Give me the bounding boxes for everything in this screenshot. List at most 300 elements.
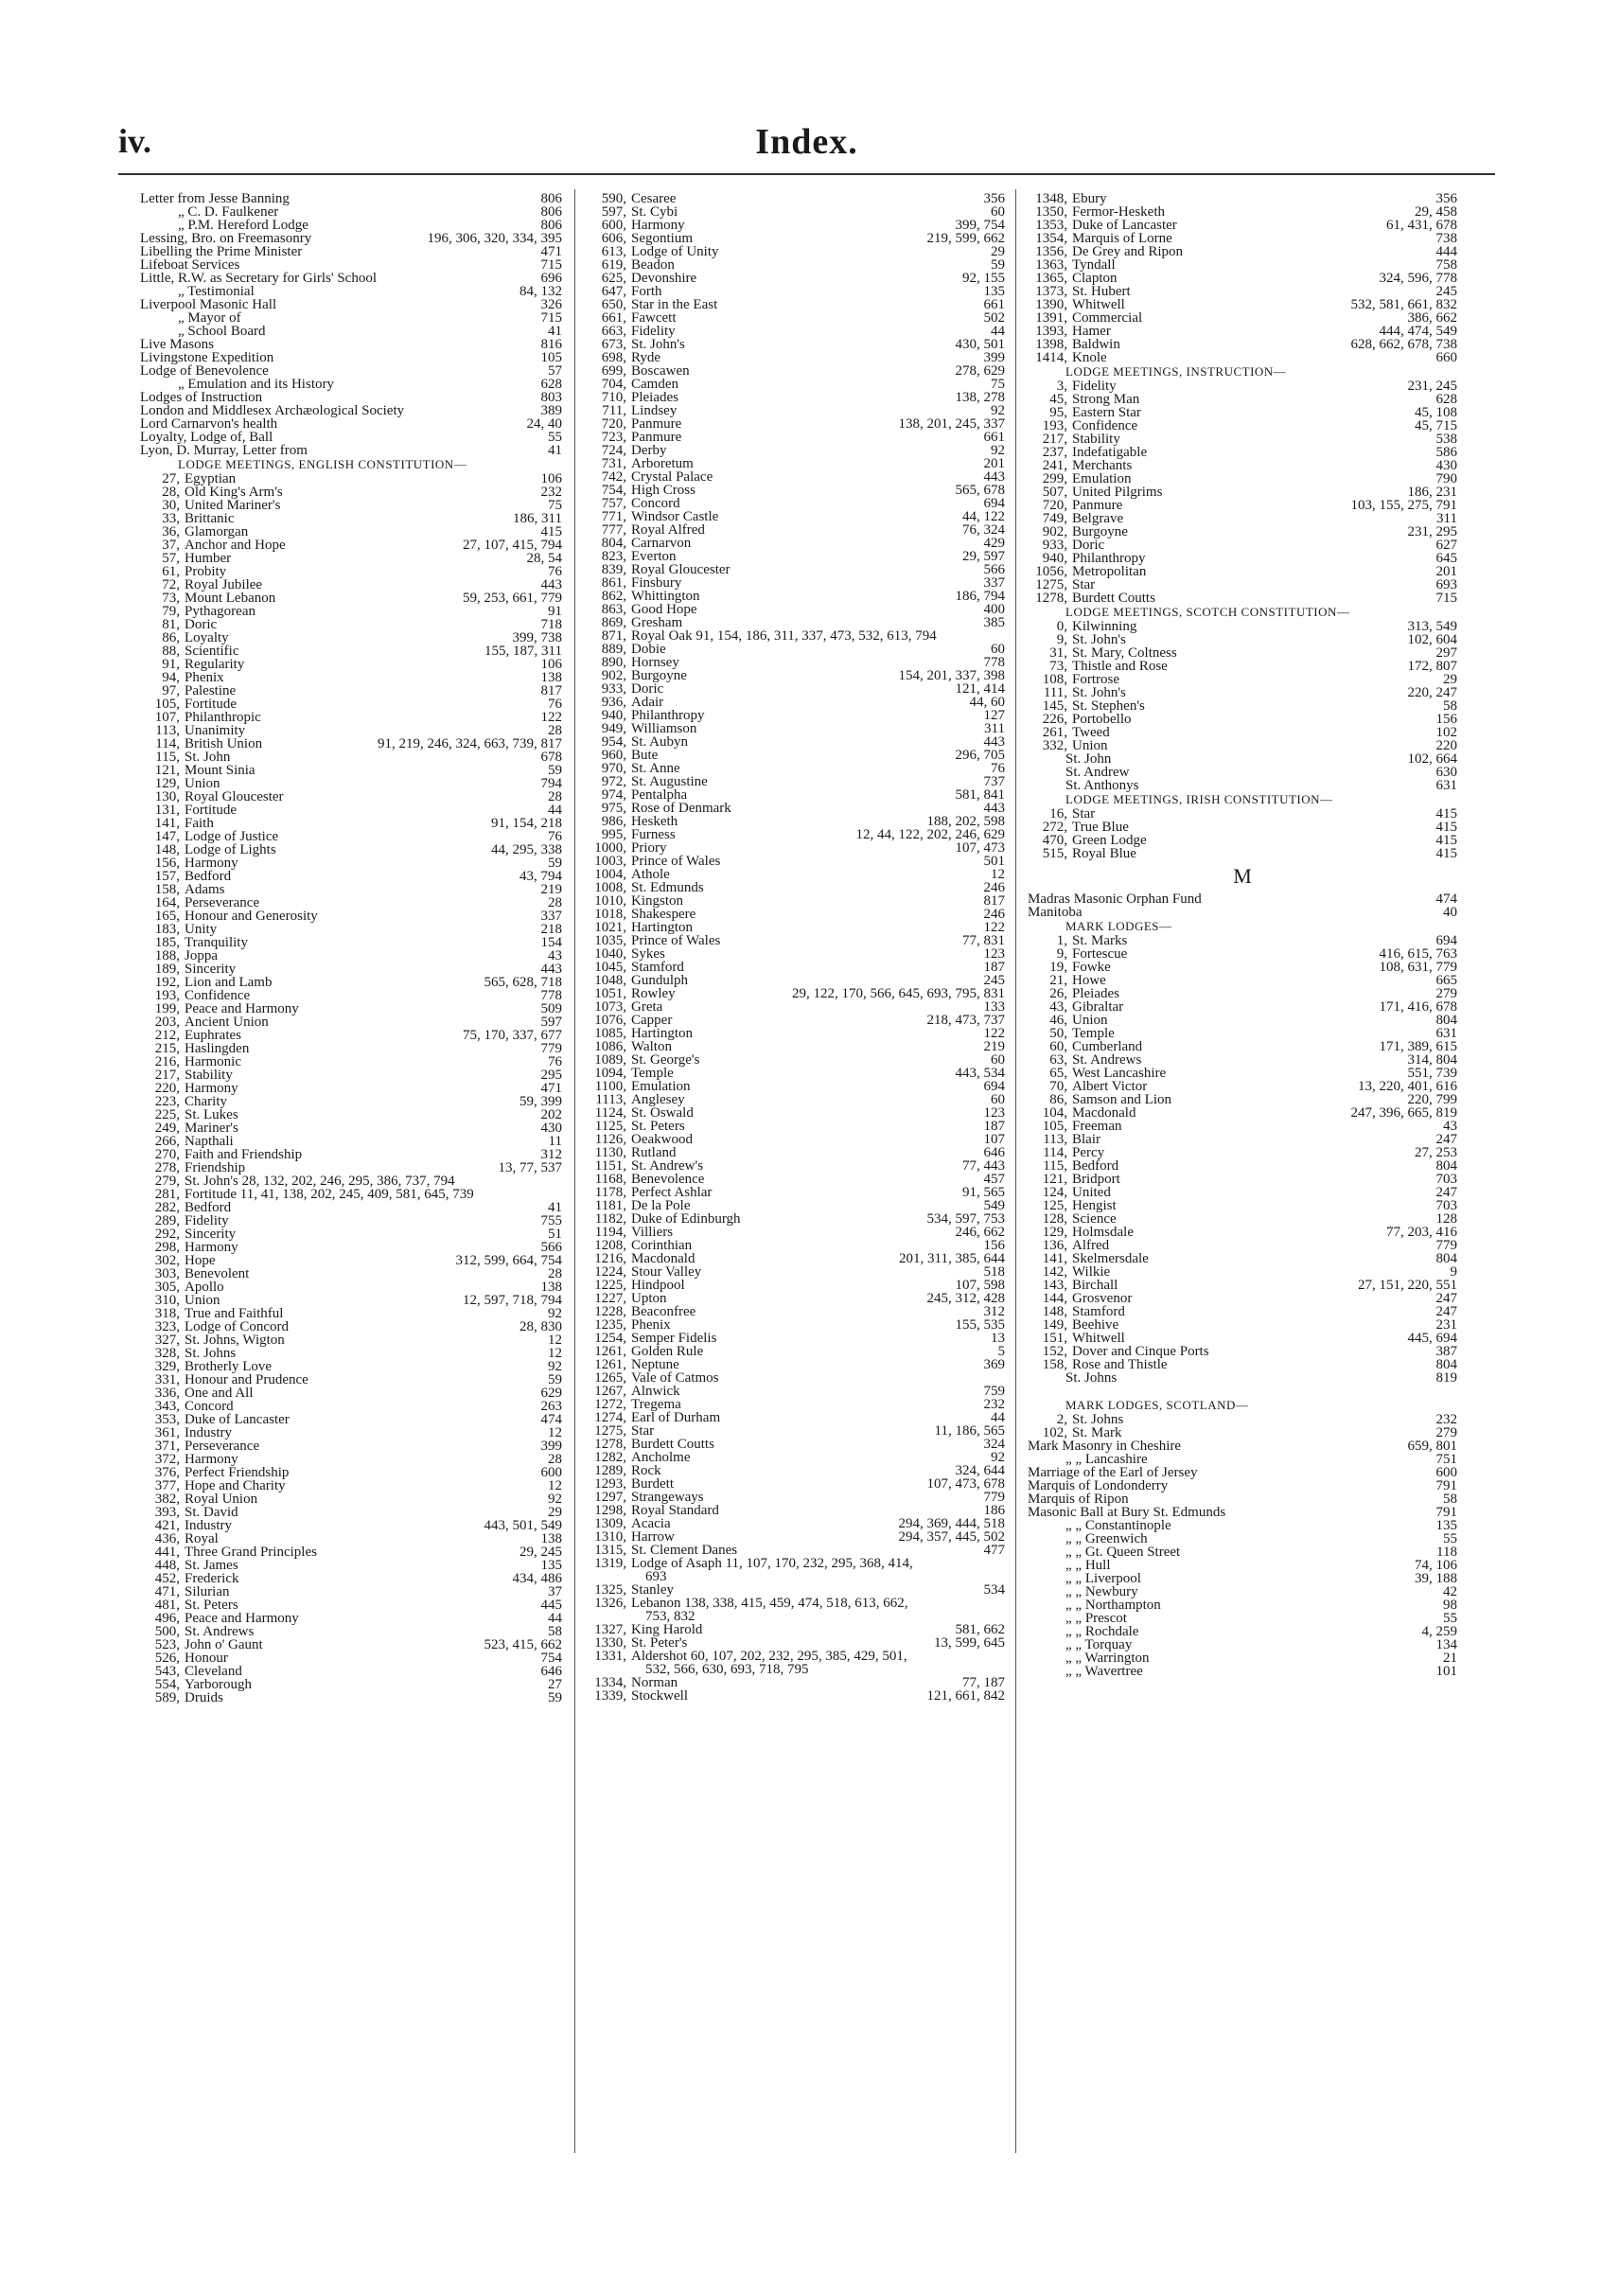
index-entry — [140, 923, 562, 936]
entry-pages: 645 — [1435, 551, 1457, 566]
entry-label: Rose of Denmark — [631, 801, 731, 816]
entry-pages: 12 — [548, 1346, 562, 1361]
entry-label: Adair — [631, 695, 664, 710]
entry-number: 526, — [154, 1651, 180, 1666]
entry-label: Loyalty, Lodge of, Ball — [140, 430, 273, 445]
index-entry — [587, 1689, 1005, 1703]
entry-pages: 57 — [548, 363, 562, 379]
index-entry — [140, 1386, 562, 1400]
index-entry — [1028, 1598, 1457, 1612]
entry-label: Burdett Coutts — [1072, 591, 1155, 606]
entry-number: 371, — [154, 1439, 180, 1454]
entry-label: Pythagorean — [185, 604, 255, 619]
entry-label: Eastern Star — [1072, 405, 1141, 420]
entry-number: 949, — [601, 721, 626, 736]
entry-number: 212, — [154, 1028, 180, 1043]
entry-pages: 794 — [540, 776, 562, 791]
entry-label: Hartington — [631, 1026, 693, 1041]
index-entry — [587, 484, 1005, 497]
entry-number: 1228, — [594, 1304, 626, 1319]
entry-label: Pentalpha — [631, 787, 688, 803]
entry-label: Peace and Harmony — [185, 1611, 299, 1626]
index-entry — [140, 486, 562, 499]
entry-pages: 245, 312, 428 — [926, 1291, 1005, 1306]
entry-label: Samson and Lion — [1072, 1092, 1171, 1107]
entry-number: 723, — [601, 430, 626, 445]
index-entry — [140, 764, 562, 777]
entry-label: „ Testimonial — [178, 284, 255, 299]
entry-label: Silurian — [185, 1584, 230, 1599]
index-entry — [140, 1254, 562, 1267]
entry-pages: 76 — [548, 1054, 562, 1069]
entry-label: Napthali — [185, 1134, 234, 1149]
entry-number: 113, — [155, 723, 180, 738]
entry-pages: 790 — [1435, 471, 1457, 486]
entry-label: St. Aubyn — [631, 734, 689, 750]
entry-label: Whitwell — [1072, 1331, 1125, 1346]
entry-number: 1265, — [594, 1370, 626, 1386]
index-entry — [587, 1650, 1005, 1663]
index-entry — [140, 1651, 562, 1665]
entry-pages: 60 — [991, 642, 1005, 657]
entry-pages: 44, 60 — [969, 695, 1005, 710]
entry-label: Lodge of Benevolence — [140, 363, 269, 379]
entry-pages: 77, 187 — [962, 1675, 1005, 1690]
index-entry — [1028, 1265, 1457, 1279]
entry-label: Pleiades — [1072, 986, 1119, 1001]
entry-pages: 518 — [983, 1264, 1005, 1280]
index-entry — [140, 949, 562, 963]
entry-pages: 37 — [548, 1584, 562, 1599]
entry-label: Walton — [631, 1039, 672, 1054]
index-entry — [587, 868, 1005, 881]
index-entry — [587, 1398, 1005, 1411]
entry-label: Marriage of the Earl of Jersey — [1028, 1465, 1198, 1480]
entry-pages: 385 — [983, 615, 1005, 630]
index-entry — [1028, 1559, 1457, 1572]
entry-pages: 76 — [548, 564, 562, 579]
entry-pages: 694 — [1435, 933, 1457, 948]
entry-pages: 74, 106 — [1415, 1558, 1457, 1573]
entry-number: 281, — [154, 1187, 180, 1202]
entry-number: 515, — [1042, 846, 1067, 861]
entry-label: Greta — [631, 999, 663, 1015]
index-entry — [1028, 592, 1457, 605]
index-entry — [140, 910, 562, 923]
entry-label: Loyalty — [185, 630, 229, 645]
entry-label: Burdett — [631, 1476, 674, 1492]
entry-number: 192, — [154, 975, 180, 990]
entry-label: „ „ Rochdale — [1065, 1624, 1139, 1639]
entry-pages: 389 — [540, 403, 562, 418]
entry-pages: 804 — [1435, 1357, 1457, 1372]
index-entry — [140, 963, 562, 976]
index-entry — [140, 1453, 562, 1466]
entry-pages: 532, 581, 661, 832 — [1350, 297, 1457, 312]
entry-pages: 219 — [540, 882, 562, 897]
entry-label: St. John's 28, 132, 202, 246, 295, 386, 737, 794 — [185, 1174, 455, 1189]
entry-pages: 502 — [983, 310, 1005, 326]
entry-pages: 231, 295 — [1407, 524, 1457, 539]
index-entry — [1028, 1040, 1457, 1053]
entry-number: 711, — [602, 403, 626, 418]
entry-pages: 59, 253, 661, 779 — [463, 591, 562, 606]
index-column-3 — [1028, 192, 1457, 1678]
index-entry — [140, 658, 562, 671]
entry-number: 185, — [154, 935, 180, 950]
entry-number: 970, — [601, 761, 626, 776]
entry-pages: 778 — [983, 655, 1005, 670]
index-entry — [1028, 1186, 1457, 1199]
entry-label: „ C. D. Faulkener — [178, 204, 279, 220]
index-entry — [587, 272, 1005, 285]
index-entry — [1028, 1093, 1457, 1106]
index-entry — [140, 684, 562, 698]
entry-pages: 108, 631, 779 — [1379, 960, 1457, 975]
index-entry — [140, 1241, 562, 1254]
entry-number: 590, — [601, 191, 626, 206]
entry-number: 158, — [154, 882, 180, 897]
index-entry — [1028, 821, 1457, 834]
entry-pages: 92 — [548, 1306, 562, 1321]
entry-pages: 232 — [540, 485, 562, 500]
entry-pages: 107 — [983, 1132, 1005, 1147]
index-entry — [587, 908, 1005, 921]
section-heading: LODGE MEETINGS, SCOTCH CONSTITUTION— — [1065, 605, 1350, 619]
entry-pages: 443 — [540, 577, 562, 592]
entry-number: 1327, — [594, 1622, 626, 1637]
entry-number: 960, — [601, 748, 626, 763]
index-entry — [140, 192, 562, 205]
entry-pages: 565, 678 — [955, 483, 1005, 498]
entry-label: Lion and Lamb — [185, 975, 273, 990]
entry-number: 710, — [601, 390, 626, 405]
index-entry — [140, 1161, 562, 1174]
entry-label: „ „ Warrington — [1065, 1651, 1150, 1666]
entry-number: 1339, — [594, 1688, 626, 1704]
entry-pages: 816 — [540, 337, 562, 352]
entry-label: St. Andrew's — [631, 1158, 704, 1174]
entry-label: Perfect Friendship — [185, 1465, 290, 1480]
index-entry — [140, 325, 562, 338]
index-entry — [140, 258, 562, 272]
entry-label: Furness — [631, 827, 676, 842]
entry-number: 303, — [154, 1266, 180, 1281]
index-entry — [587, 1424, 1005, 1438]
entry-label: Fidelity — [631, 324, 676, 339]
entry-pages: 92 — [548, 1359, 562, 1374]
entry-label: Marquis of Ripon — [1028, 1492, 1129, 1507]
entry-label: Macdonald — [1072, 1105, 1136, 1121]
entry-label: Alnwick — [631, 1384, 680, 1399]
entry-pages: 471 — [540, 244, 562, 259]
entry-pages: 247 — [1435, 1304, 1457, 1319]
entry-label: Benevolence — [631, 1172, 705, 1187]
entry-label: Panmure — [1072, 498, 1123, 513]
entry-pages: 76, 324 — [962, 522, 1005, 538]
entry-label: Emulation — [1072, 471, 1132, 486]
entry-number: 50, — [1049, 1026, 1067, 1041]
index-entry — [140, 1665, 562, 1678]
entry-number: 1076, — [594, 1013, 626, 1028]
entry-pages: 443 — [983, 469, 1005, 485]
entry-label: Sykes — [631, 946, 665, 962]
entry-pages: 430, 501 — [955, 337, 1005, 352]
index-entry — [587, 1279, 1005, 1292]
entry-number: 496, — [154, 1611, 180, 1626]
entry-pages: 106 — [540, 471, 562, 486]
entry-number: 37, — [162, 538, 180, 553]
entry-pages: 817 — [983, 893, 1005, 909]
entry-label: „ „ Greenwich — [1065, 1531, 1148, 1546]
index-column-1 — [140, 192, 562, 1704]
entry-label: Faith — [185, 816, 214, 831]
entry-label: Old King's Arm's — [185, 485, 283, 500]
entry-number: 57, — [162, 551, 180, 566]
entry-number: 1089, — [594, 1052, 626, 1068]
index-entry — [1028, 726, 1457, 739]
entry-label: Holmsdale — [1072, 1225, 1134, 1240]
entry-label: Hope and Charity — [185, 1478, 286, 1493]
entry-pages: 232 — [983, 1397, 1005, 1412]
entry-pages: 186, 311 — [513, 511, 562, 526]
entry-pages: 509 — [540, 1001, 562, 1016]
index-entry — [140, 671, 562, 684]
entry-pages: 581, 841 — [955, 787, 1005, 803]
entry-pages: 549 — [983, 1198, 1005, 1213]
entry-number: 145, — [1042, 698, 1067, 714]
entry-label: Sincerity — [185, 1227, 237, 1242]
entry-number: 1010, — [594, 893, 626, 909]
index-entry — [140, 1612, 562, 1625]
entry-label: Probity — [185, 564, 227, 579]
entry-label: Fidelity — [1072, 379, 1117, 394]
entry-label: St. John's — [1072, 632, 1126, 647]
entry-label: Stour Valley — [631, 1264, 702, 1280]
entry-number: 310, — [154, 1293, 180, 1308]
entry-pages: 630 — [1435, 765, 1457, 780]
entry-label: Lodge of Lights — [185, 842, 276, 857]
index-entry — [1028, 1545, 1457, 1559]
index-entry — [1028, 1226, 1457, 1239]
entry-number: 189, — [154, 962, 180, 977]
entry-number: 332, — [1042, 738, 1067, 753]
entry-label: Liverpool Masonic Hall — [140, 297, 277, 312]
entry-label: Friendship — [185, 1160, 246, 1175]
index-entry — [1028, 525, 1457, 539]
index-entry — [140, 711, 562, 724]
entry-pages: 597 — [540, 1015, 562, 1030]
entry-number: 97, — [162, 683, 180, 698]
entry-number: 1275, — [594, 1423, 626, 1439]
index-entry — [587, 828, 1005, 841]
entry-pages: 92, 155 — [962, 271, 1005, 286]
entry-pages: 415 — [1435, 820, 1457, 835]
entry-label: Star — [1072, 577, 1096, 592]
index-entry — [587, 894, 1005, 908]
entry-number: 777, — [601, 522, 626, 538]
entry-pages: 121, 414 — [955, 681, 1005, 697]
entry-pages: 13, 220, 401, 616 — [1358, 1079, 1457, 1094]
index-entry — [587, 815, 1005, 828]
entry-pages: 84, 132 — [519, 284, 562, 299]
entry-number: 1094, — [594, 1066, 626, 1081]
entry-number: 871, — [601, 628, 626, 644]
index-entry — [1028, 1492, 1457, 1506]
entry-label: Freeman — [1072, 1119, 1122, 1134]
index-entry — [140, 843, 562, 857]
index-entry — [587, 788, 1005, 802]
entry-number: 86, — [1049, 1092, 1067, 1107]
entry-number: 754, — [601, 483, 626, 498]
entry-label: Mark Masonry in Cheshire — [1028, 1439, 1182, 1454]
entry-number: 1363, — [1035, 257, 1067, 273]
entry-pages: 12 — [991, 867, 1005, 882]
entry-number: 199, — [154, 1001, 180, 1016]
entry-number: 1113, — [595, 1092, 626, 1107]
entry-label: Strong Man — [1072, 392, 1140, 407]
entry-label: Libelling the Prime Minister — [140, 244, 303, 259]
index-entry — [1028, 486, 1457, 499]
entry-pages: 45, 715 — [1415, 418, 1457, 433]
index-entry — [587, 987, 1005, 1000]
index-entry — [587, 1226, 1005, 1239]
entry-pages: 102 — [1435, 725, 1457, 740]
entry-pages: 279 — [1435, 1425, 1457, 1440]
index-entry — [587, 1504, 1005, 1517]
entry-label: Norman — [631, 1675, 678, 1690]
entry-label: Indefatigable — [1072, 445, 1148, 460]
entry-label: Joppa — [185, 948, 218, 963]
entry-label: St. Andrews — [1072, 1052, 1142, 1068]
index-entry — [1028, 1146, 1457, 1159]
entry-pages: 434, 486 — [512, 1571, 562, 1586]
index-entry — [587, 1292, 1005, 1305]
entry-label: Good Hope — [631, 602, 697, 617]
index-entry — [1028, 539, 1457, 552]
entry-pages: 201 — [1435, 564, 1457, 579]
entry-pages: 138, 278 — [955, 390, 1005, 405]
entry-pages: 92 — [991, 443, 1005, 458]
entry-label: Honour — [185, 1651, 228, 1666]
entry-number: 30, — [162, 498, 180, 513]
entry-pages: 538 — [1435, 432, 1457, 447]
entry-number: 771, — [601, 509, 626, 524]
index-entry — [1028, 1625, 1457, 1638]
entry-label: Dobie — [631, 642, 666, 657]
entry-number: 1235, — [594, 1317, 626, 1333]
entry-pages: 312 — [540, 1147, 562, 1162]
entry-label: „ „ Constantinople — [1065, 1518, 1171, 1533]
entry-label: „ „ Liverpool — [1065, 1571, 1141, 1586]
entry-label: True Blue — [1072, 820, 1129, 835]
entry-label: Camden — [631, 377, 678, 392]
index-entry — [1028, 1067, 1457, 1080]
index-entry — [1028, 1572, 1457, 1585]
entry-pages: 415 — [1435, 833, 1457, 848]
index-entry — [1028, 1000, 1457, 1014]
entry-pages: 118 — [1436, 1545, 1457, 1560]
index-entry — [587, 1053, 1005, 1067]
entry-number: 115, — [1043, 1158, 1067, 1174]
entry-pages: 156 — [983, 1238, 1005, 1253]
entry-pages: 278, 629 — [955, 363, 1005, 379]
entry-pages: 738 — [1435, 231, 1457, 246]
entry-number: 141, — [154, 816, 180, 831]
entry-label: Scientific — [185, 644, 239, 659]
entry-label: Phenix — [185, 670, 224, 685]
entry-number: 278, — [154, 1160, 180, 1175]
index-entry — [587, 325, 1005, 338]
index-entry — [587, 855, 1005, 868]
entry-label: Mount Sinia — [185, 763, 255, 778]
entry-pages: 501 — [983, 854, 1005, 869]
entry-pages: 156 — [1435, 712, 1457, 727]
entry-number: 91, — [162, 657, 180, 672]
entry-label: Belgrave — [1072, 511, 1124, 526]
entry-number: 1100, — [594, 1079, 626, 1094]
index-entry — [140, 631, 562, 645]
entry-number: 1272, — [594, 1397, 626, 1412]
entry-pages: 246 — [983, 907, 1005, 922]
entry-number: 600, — [601, 218, 626, 233]
entry-label: Oeakwood — [631, 1132, 693, 1147]
entry-label: Finsbury — [631, 575, 682, 591]
entry-label: Acacia — [631, 1516, 671, 1531]
index-entry — [1028, 380, 1457, 393]
entry-label: Palestine — [185, 683, 237, 698]
entry-label: Lodge of Unity — [631, 244, 719, 259]
index-entry — [140, 1691, 562, 1704]
index-entry — [587, 775, 1005, 788]
index-entry — [140, 1188, 562, 1201]
entry-number: 731, — [601, 456, 626, 471]
entry-label: Confidence — [185, 988, 251, 1003]
entry-number: 108, — [1042, 672, 1067, 687]
entry-label: Beaconfree — [631, 1304, 696, 1319]
index-entry — [140, 232, 562, 245]
entry-label: Everton — [631, 549, 677, 564]
entry-label: St. John's — [1072, 685, 1126, 700]
index-entry — [1028, 974, 1457, 987]
index-entry — [587, 802, 1005, 815]
index-entry — [140, 512, 562, 525]
entry-pages: 13 — [991, 1331, 1005, 1346]
entry-label: Honour and Prudence — [185, 1372, 308, 1387]
entry-label: Harmony — [185, 1081, 238, 1096]
index-entry — [587, 841, 1005, 855]
entry-pages: 817 — [540, 683, 562, 698]
index-entry — [587, 1438, 1005, 1451]
index-entry — [587, 921, 1005, 934]
entry-pages: 471 — [540, 1081, 562, 1096]
entry-pages: 416, 615, 763 — [1379, 946, 1457, 962]
index-entry — [587, 404, 1005, 417]
entry-label: Tranquility — [185, 935, 248, 950]
entry-number: 46, — [1049, 1013, 1067, 1028]
index-entry — [140, 1545, 562, 1559]
entry-pages: 55 — [1443, 1531, 1457, 1546]
index-entry — [140, 1506, 562, 1519]
index-entry — [140, 830, 562, 843]
index-entry — [587, 497, 1005, 510]
index-entry — [1028, 459, 1457, 472]
index-entry — [1028, 406, 1457, 419]
entry-pages: 155, 535 — [955, 1317, 1005, 1333]
entry-pages: 107, 598 — [955, 1278, 1005, 1293]
entry-label: Lifeboat Services — [140, 257, 240, 273]
entry-label: King Harold — [631, 1622, 703, 1637]
